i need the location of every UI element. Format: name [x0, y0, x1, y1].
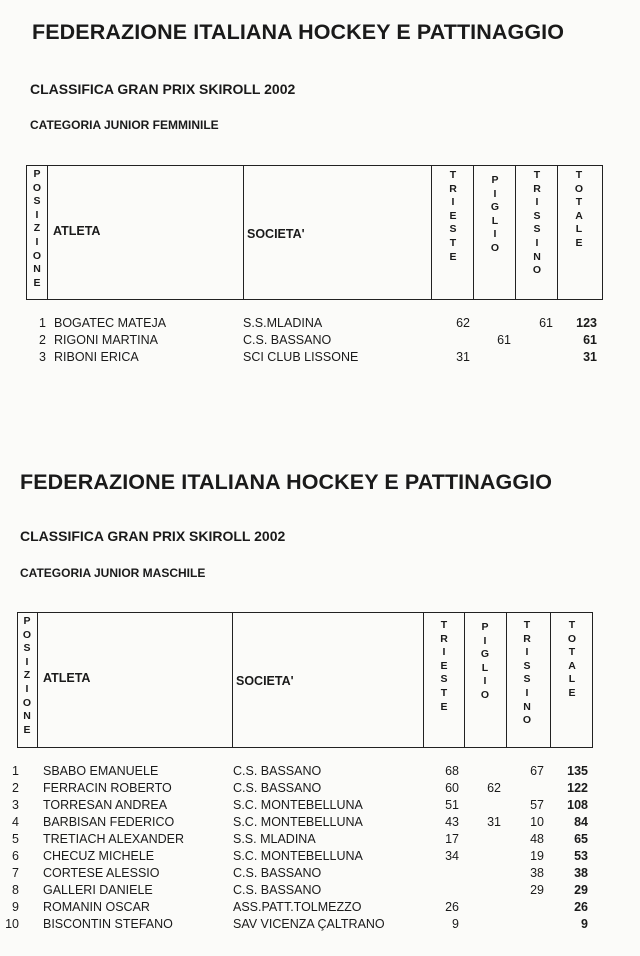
rank-cell: 7: [12, 866, 19, 880]
header-societa: SOCIETA': [236, 674, 294, 688]
category-label: CATEGORIA JUNIOR MASCHILE: [20, 566, 206, 580]
total-points: 53: [574, 849, 588, 863]
athlete-name: GALLERI DANIELE: [43, 883, 153, 897]
club-name: S.C. MONTEBELLUNA: [233, 798, 363, 812]
table-row: [0, 832, 640, 848]
trieste-points: 31: [456, 350, 470, 364]
total-points: 84: [574, 815, 588, 829]
table-row: [0, 764, 640, 780]
rank-cell: 3: [39, 350, 46, 364]
rank-cell: 2: [39, 333, 46, 347]
trieste-points: 68: [445, 764, 459, 778]
club-name: C.S. BASSANO: [233, 866, 322, 880]
table-row: [0, 350, 640, 366]
federation-title: FEDERAZIONE ITALIANA HOCKEY E PATTINAGGIO: [32, 20, 565, 44]
header-atleta: ATLETA: [43, 671, 91, 685]
table-row: [0, 316, 640, 332]
total-points: 29: [574, 883, 588, 897]
athlete-name: TORRESAN ANDREA: [43, 798, 168, 812]
rank-cell: 4: [12, 815, 19, 829]
header-atleta: ATLETA: [53, 224, 101, 238]
athlete-name: BARBISAN FEDERICO: [43, 815, 175, 829]
athlete-name: TRETIACH ALEXANDER: [43, 832, 185, 846]
table-row: [0, 900, 640, 916]
trissino-points: 10: [530, 815, 544, 829]
athlete-name: RIBONI ERICA: [54, 350, 139, 364]
header-posizione: P O S I Z I O N E: [32, 168, 42, 289]
table-row: [0, 883, 640, 899]
club-name: C.S. BASSANO: [233, 883, 322, 897]
trissino-points: 57: [530, 798, 544, 812]
header-trieste: T R I E S T E: [440, 619, 448, 713]
total-points: 61: [583, 333, 597, 347]
header-posizione: P O S I Z I O N E: [22, 615, 32, 736]
rank-cell: 1: [12, 764, 19, 778]
athlete-name: CHECUZ MICHELE: [43, 849, 155, 863]
athlete-name: ROMANIN OSCAR: [43, 900, 150, 914]
table-row: [0, 333, 640, 349]
table-row: [0, 917, 640, 933]
total-points: 123: [576, 316, 597, 330]
piglio-points: 61: [497, 333, 511, 347]
total-points: 9: [581, 917, 588, 931]
club-name: SCI CLUB LISSONE: [243, 350, 359, 364]
header-totale: T O T A L E: [574, 169, 584, 249]
trieste-points: 51: [445, 798, 459, 812]
federation-title: FEDERAZIONE ITALIANA HOCKEY E PATTINAGGIO: [20, 470, 553, 494]
table-row: [0, 866, 640, 882]
rank-cell: 10: [5, 917, 19, 931]
trieste-points: 62: [456, 316, 470, 330]
total-points: 26: [574, 900, 588, 914]
athlete-name: FERRACIN ROBERTO: [43, 781, 172, 795]
rank-cell: 8: [12, 883, 19, 897]
category-label: CATEGORIA JUNIOR FEMMINILE: [30, 118, 219, 132]
club-name: SAV VICENZA ÇALTRANO: [233, 917, 385, 931]
trissino-points: 67: [530, 764, 544, 778]
header-societa: SOCIETA': [247, 227, 305, 241]
trissino-points: 48: [530, 832, 544, 846]
table-row: [0, 798, 640, 814]
club-name: S.C. MONTEBELLUNA: [233, 815, 363, 829]
total-points: 122: [567, 781, 588, 795]
trissino-points: 19: [530, 849, 544, 863]
header-totale: T O T A L E: [567, 619, 577, 699]
trieste-points: 26: [445, 900, 459, 914]
rank-cell: 9: [12, 900, 19, 914]
table-row: [0, 815, 640, 831]
header-trieste: T R I E S T E: [449, 169, 457, 263]
rank-cell: 2: [12, 781, 19, 795]
rank-cell: 5: [12, 832, 19, 846]
trieste-points: 9: [452, 917, 459, 931]
club-name: ASS.PATT.TOLMEZZO: [233, 900, 362, 914]
header-trissino: T R I S S I N O: [522, 619, 532, 727]
header-trissino: T R I S S I N O: [532, 169, 542, 277]
table-row: [0, 849, 640, 865]
table-row: [0, 781, 640, 797]
trieste-points: 34: [445, 849, 459, 863]
trissino-points: 38: [530, 866, 544, 880]
trieste-points: 60: [445, 781, 459, 795]
trieste-points: 43: [445, 815, 459, 829]
athlete-name: SBABO EMANUELE: [43, 764, 159, 778]
total-points: 38: [574, 866, 588, 880]
rank-cell: 6: [12, 849, 19, 863]
club-name: S.S.MLADINA: [243, 316, 323, 330]
header-piglio: P I G L I O: [480, 621, 490, 701]
club-name: S.C. MONTEBELLUNA: [233, 849, 363, 863]
athlete-name: CORTESE ALESSIO: [43, 866, 160, 880]
results-table-header: [17, 612, 593, 748]
trissino-points: 29: [530, 883, 544, 897]
rank-cell: 1: [39, 316, 46, 330]
club-name: C.S. BASSANO: [233, 781, 322, 795]
rank-cell: 3: [12, 798, 19, 812]
total-points: 31: [583, 350, 597, 364]
total-points: 135: [567, 764, 588, 778]
header-piglio: P I G L I O: [490, 174, 500, 254]
club-name: S.S. MLADINA: [233, 832, 316, 846]
club-name: C.S. BASSANO: [243, 333, 332, 347]
athlete-name: RIGONI MARTINA: [54, 333, 158, 347]
bleed-through: [392, 82, 395, 96]
total-points: 108: [567, 798, 588, 812]
trissino-points: 61: [539, 316, 553, 330]
athlete-name: BOGATEC MATEJA: [54, 316, 167, 330]
classification-title: CLASSIFICA GRAN PRIX SKIROLL 2002: [30, 81, 296, 97]
trieste-points: 17: [445, 832, 459, 846]
total-points: 65: [574, 832, 588, 846]
athlete-name: BISCONTIN STEFANO: [43, 917, 173, 931]
piglio-points: 31: [487, 815, 501, 829]
classification-title: CLASSIFICA GRAN PRIX SKIROLL 2002: [20, 528, 286, 544]
results-table-header: [26, 165, 603, 300]
piglio-points: 62: [487, 781, 501, 795]
club-name: C.S. BASSANO: [233, 764, 322, 778]
